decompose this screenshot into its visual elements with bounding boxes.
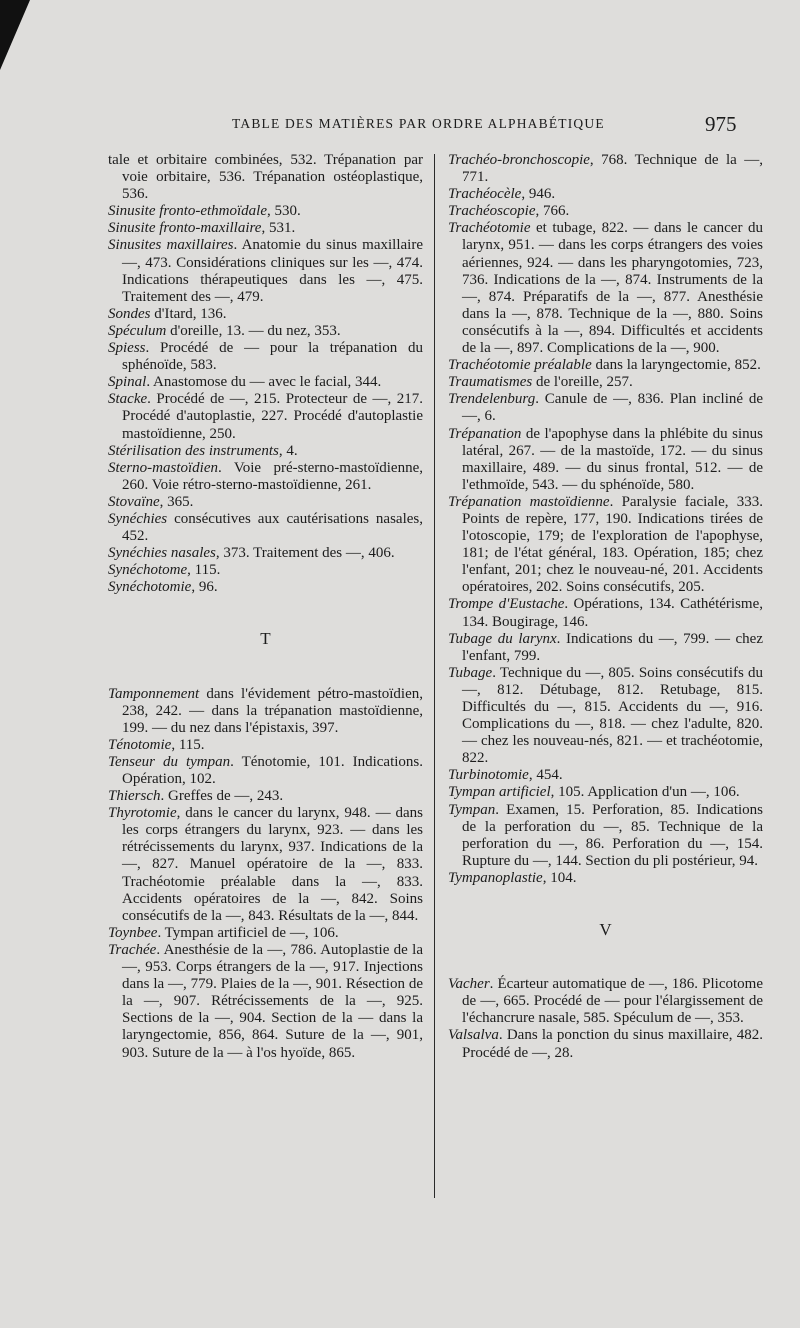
entry-heading: Ténotomie — [108, 736, 172, 753]
index-entry — [448, 665, 763, 768]
index-entry — [448, 203, 763, 220]
entry-text: . Dans la ponction du sinus maxillaire, 482. Procédé de —, 28. — [462, 1027, 763, 1061]
entry-text: . Voie pré-sterno-mastoïdienne, 260. Voie rétro-sterno-mastoïdienne, 261. — [122, 459, 423, 493]
entry-text: . Greffes de —, 243. — [160, 788, 284, 805]
entry-heading: Synéchies nasales — [108, 545, 216, 562]
index-entry — [108, 220, 423, 237]
entry-heading: Stérilisation des instruments — [108, 442, 279, 459]
entry-heading: Sterno-mastoïdien — [108, 459, 218, 476]
entry-heading: Tenseur du tympan — [108, 753, 231, 770]
index-entry — [108, 754, 423, 788]
entry-heading: Trépanation mastoïdienne — [448, 493, 610, 510]
entry-text: . Opérations, 134. Cathétérisme, 134. Bougirage, 146. — [462, 596, 763, 630]
index-entry — [108, 737, 423, 754]
index-entry — [448, 186, 763, 203]
entry-text: , 115. — [187, 562, 221, 579]
index-entry — [108, 152, 423, 203]
entry-text: . Tympan artificiel de —, 106. — [157, 924, 339, 941]
entry-heading: Trachéo-bronchoscopie — [448, 152, 590, 168]
entry-text: . Paralysie faciale, 333. Points de repère, 177, 190. Indications tirées de l'otoscopie, 179; de l'exploration de l'apophyse, 181; de l'état général, 183. Opération, 185; chez l'enfant, 201; chez le nouveau-né, 201. Accidents opératoires, 202. Soins consécutifs, 205. — [462, 493, 763, 596]
entry-heading: Trendelenburg — [448, 391, 536, 408]
entry-heading: Trachéoscopie — [448, 203, 536, 220]
entry-heading: Valsalva — [448, 1027, 499, 1044]
entry-text: , 530. — [267, 203, 301, 220]
entry-text: dans l'évidement pétro-mastoïdien, 238, 242. — dans la trépanation mastoïdienne, 199. — du nez dans l'épistaxis, 397. — [122, 685, 423, 736]
entry-text: , 946. — [521, 186, 556, 203]
index-entry — [448, 596, 763, 630]
entry-text: . Examen, 15. Perforation, 85. Indications de la perforation du —, 85. Technique de la perforation du —, 86. Perforation du —, 154. Rupture du —, 144. Section du pli postérieur, 94. — [462, 801, 763, 869]
index-entry — [448, 784, 763, 801]
entry-heading: Trépanation — [448, 425, 522, 442]
index-entry — [448, 767, 763, 784]
entry-text: , 768. Technique de la —, 771. — [462, 152, 763, 186]
entry-heading: Turbinotomie — [448, 767, 529, 784]
entry-heading: Trachée — [108, 941, 157, 958]
entry-text: d'oreille, 13. — du nez, 353. — [166, 322, 341, 339]
index-entry — [108, 374, 423, 391]
index-entry — [108, 494, 423, 511]
index-entry — [108, 511, 423, 545]
entry-text: . Indications du —, 799. — chez l'enfant, 799. — [462, 630, 763, 664]
index-entry — [448, 374, 763, 391]
index-entry — [108, 788, 423, 805]
entry-text: , 115. — [171, 736, 205, 753]
entry-text: , 373. Traitement des —, 406. — [215, 545, 395, 562]
index-entry — [448, 870, 763, 887]
entry-text: , 766. — [535, 203, 570, 220]
entry-heading: Synéchies — [108, 510, 168, 527]
entry-heading: Traumatismes — [448, 374, 533, 391]
index-entry — [108, 545, 423, 562]
running-header — [0, 112, 800, 142]
entry-heading: Tympanoplastie — [448, 869, 543, 886]
entry-heading: Synéchotome — [108, 562, 188, 579]
entry-text: . Procédé de — pour la trépanation du sphénoïde, 583. — [122, 340, 423, 374]
column-divider — [434, 154, 435, 1198]
entry-text: et tubage, 822. — dans le cancer du larynx, 951. — dans les corps étrangers des voies aériennes, 924. — dans les pharyngotomies, 723, 736. Indications de la —, 874. Instruments de la —, 874. Préparatifs de la —, 877. Anesthésie dans la —, 878. Technique de la —, 880. Soins consécutifs à la —, 894. Difficultés et accidents de la —, 897. Complications de la —, 900. — [462, 220, 763, 357]
index-entry — [448, 802, 763, 870]
index-group-t-left — [108, 686, 423, 1062]
index-entry — [108, 391, 423, 442]
index-entry — [448, 391, 763, 425]
entry-heading: Tamponnement — [108, 685, 200, 702]
index-entry — [108, 306, 423, 323]
index-group-t-right — [448, 152, 763, 887]
index-group-s — [108, 152, 423, 596]
entry-text: . Anesthésie de la —, 786. Autoplastie de la —, 953. Corps étrangers de la —, 917. Injections dans la —, 779. Plaies de la —, 901. Résection de la —, 907. Rétrécissements de la —, 925. Sections de la —, 904. Section de la — dans la laryngectomie, 856, 864. Suture de la —, 901, 903. Suture de la — à l'os hyoïde, 865. — [122, 941, 423, 1061]
index-entry — [448, 220, 763, 357]
entry-text: , 365. — [159, 493, 194, 510]
entry-heading: Sinusite fronto-maxillaire — [108, 220, 262, 237]
entry-text: , 96. — [191, 579, 218, 596]
index-entry — [448, 1027, 763, 1061]
right-column — [448, 152, 763, 1062]
entry-text: dans la laryngectomie, 852. — [591, 357, 761, 374]
index-entry — [108, 237, 423, 305]
entry-heading: Toynbee — [108, 924, 158, 941]
index-entry — [448, 152, 763, 186]
entry-heading: Trompe d'Eustache — [448, 596, 565, 613]
entry-heading: Tubage — [448, 664, 493, 681]
entry-heading: Sinusite fronto-ethmoïdale — [108, 203, 268, 220]
index-entry — [448, 426, 763, 494]
entry-text: . Anastomose du — avec le facial, 344. — [146, 374, 382, 391]
entry-text: de l'oreille, 257. — [532, 374, 633, 391]
entry-heading: Trachéocèle — [448, 186, 522, 203]
entry-text: . Canule de —, 836. Plan incliné de —, 6. — [462, 391, 763, 425]
entry-heading: Stovaïne — [108, 493, 160, 510]
entry-text: d'Itard, 136. — [150, 305, 227, 322]
index-group-v — [448, 976, 763, 1061]
entry-text: tale et orbitaire combinées, 532. Trépanation par voie orbitaire, 536. Trépanation ostéoplastique, 536. — [108, 152, 423, 203]
index-entry — [108, 942, 423, 1062]
entry-text: de l'apophyse dans la phlébite du sinus latéral, 267. — de la mastoïde, 172. — du sinus maxillaire, 489. — du sinus frontal, 512. — de l'ethmoïde, 543. — du sphénoïde, 580. — [462, 425, 763, 493]
index-entry — [108, 203, 423, 220]
index-entry — [448, 976, 763, 1027]
index-entry — [108, 925, 423, 942]
entry-heading: Stacke — [108, 391, 148, 408]
entry-heading: Tympan — [448, 801, 496, 818]
entry-heading: Spiess — [108, 340, 146, 357]
section-letter-v: V — [599, 920, 612, 940]
entry-text: consécutives aux cautérisations nasales, 452. — [122, 510, 423, 545]
index-entry — [448, 494, 763, 597]
entry-heading: Synéchotomie — [108, 579, 192, 596]
entry-text: , 4. — [278, 442, 298, 459]
index-entry — [108, 805, 423, 925]
index-entry — [108, 323, 423, 340]
section-letter-t: T — [260, 629, 271, 649]
entry-text: , 105. Application d'un —, 106. — [550, 784, 740, 801]
entry-text: , 454. — [528, 767, 563, 784]
header-title: TABLE DES MATIÈRES PAR ORDRE ALPHABÉTIQUE — [232, 116, 605, 131]
page-number: 975 — [705, 112, 737, 136]
entry-heading: Spéculum — [108, 322, 167, 339]
entry-text: , 104. — [542, 869, 577, 886]
entry-heading: Spinal — [108, 374, 147, 391]
index-entry — [108, 443, 423, 460]
entry-heading: Tubage du larynx — [448, 630, 557, 647]
entry-heading: Tympan artificiel — [448, 784, 551, 801]
index-entry — [108, 686, 423, 737]
index-entry — [108, 340, 423, 374]
entry-heading: Trachéotomie préalable — [448, 357, 592, 374]
entry-text: , dans le cancer du larynx, 948. — dans les corps étrangers du larynx, 923. — dans les rétrécissements du larynx, 937. Indications de la —, 827. Manuel opératoire de la —, 833. Trachéotomie préalable dans la —, 833. Accidents opératoires de la —, 842. Soins consécutifs de la —, 843. Résultats de la —, 844. — [122, 805, 423, 924]
entry-text: . Ténotomie, 101. Indications. Opération, 102. — [122, 753, 423, 787]
entry-text: . Anatomie du sinus maxillaire —, 473. Considérations cliniques sur les —, 474. Indications thérapeutiques dans les —, 475. Traitement des —, 479. — [122, 237, 423, 305]
left-column — [108, 152, 423, 1062]
entry-heading: Thyrotomie — [108, 805, 177, 822]
entry-heading: Trachéotomie — [448, 220, 531, 237]
index-entry — [108, 562, 423, 579]
index-entry — [448, 357, 763, 374]
scan-corner-mark — [0, 0, 30, 70]
entry-heading: Sondes — [108, 305, 151, 322]
entry-text: , 531. — [261, 220, 296, 237]
entry-heading: Thiersch — [108, 788, 161, 805]
entry-heading: Vacher — [448, 976, 490, 993]
index-entry — [108, 460, 423, 494]
entry-text: . Écarteur automatique de —, 186. Plicotome de —, 665. Procédé de — pour l'élargissement de l'échancrure nasale, 585. Spéculum de —, 353. — [462, 976, 763, 1027]
index-entry — [448, 631, 763, 665]
entry-heading: Sinusites maxillaires — [108, 237, 234, 254]
index-entry — [108, 579, 423, 596]
entry-text: . Technique du —, 805. Soins consécutifs du —, 812. Détubage, 812. Retubage, 815. Difficultés du —, 815. Accidents du —, 916. Complications du —, 818. — chez l'adulte, 820. — chez les nouveau-nés, 821. — et trachéotomie, 822. — [462, 664, 763, 767]
entry-text: . Procédé de —, 215. Protecteur de —, 217. Procédé d'autoplastie, 227. Procédé d'autoplastie mastoïdienne, 250. — [122, 391, 423, 442]
